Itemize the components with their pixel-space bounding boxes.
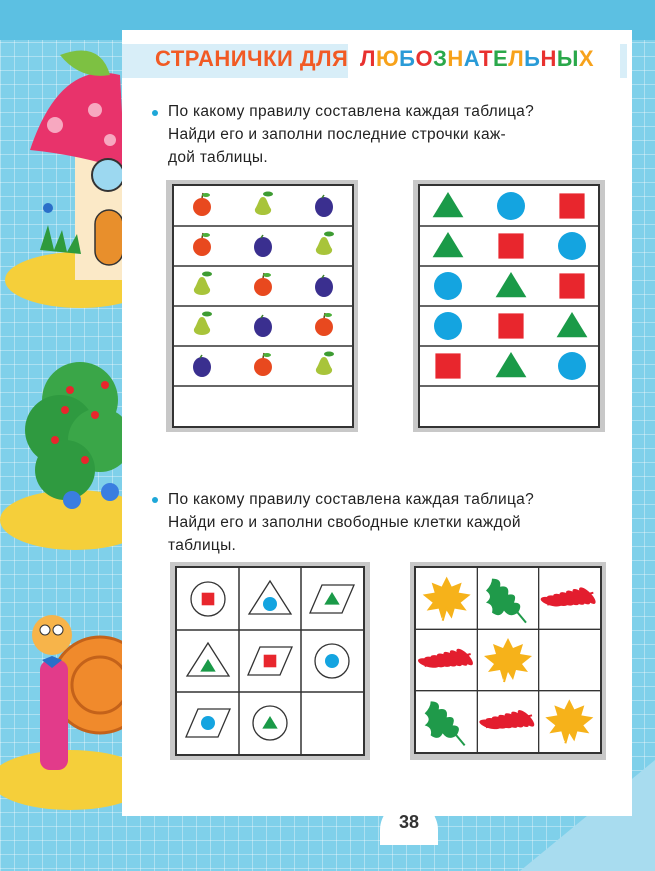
apple-icon	[254, 353, 272, 376]
nested-table	[175, 566, 365, 756]
title-letter: О	[415, 46, 434, 71]
nested-parallelogram-square-icon	[248, 647, 292, 675]
title-letter: Е	[493, 46, 509, 71]
title-letter: Б	[399, 46, 416, 71]
task2-line: По какому правилу составлена каждая таблица?	[168, 491, 534, 508]
square-icon	[202, 593, 215, 606]
pear-icon	[255, 192, 273, 216]
triangle-icon	[496, 352, 527, 377]
title-letter: Н	[540, 46, 557, 71]
triangle-icon	[324, 592, 339, 605]
nested-triangle-circle-icon	[249, 581, 291, 614]
triangle-icon	[496, 272, 527, 297]
nested-circle-triangle-icon	[253, 706, 287, 740]
title-letter: Х	[578, 46, 595, 71]
task2-line: таблицы.	[168, 537, 237, 554]
title-letter: Ы	[556, 46, 579, 71]
fruit-table	[172, 184, 354, 428]
square-icon	[498, 233, 523, 258]
task2-text	[168, 488, 638, 557]
rowan-leaf-icon	[417, 646, 475, 669]
plum-icon	[315, 195, 333, 217]
title-letter: Л	[508, 46, 525, 71]
leaf-table	[414, 566, 602, 754]
title-letter: А	[463, 46, 480, 71]
circle-icon	[201, 716, 215, 730]
nested-circle-circle-icon	[315, 644, 349, 678]
section-title-part1: СТРАНИЧКИ ДЛЯ	[155, 46, 349, 71]
square-icon	[435, 353, 460, 378]
oak-leaf-icon	[486, 579, 526, 623]
plum-icon	[315, 275, 333, 297]
circle-icon	[263, 597, 277, 611]
title-letter: Н	[447, 46, 464, 71]
triangle-icon	[433, 232, 464, 257]
nested-triangle-triangle-icon	[187, 643, 229, 676]
task1-text	[168, 100, 638, 169]
square-icon	[559, 193, 584, 218]
apple-icon	[254, 273, 272, 296]
task1-line: дой таблицы.	[168, 149, 268, 166]
rowan-leaf-icon	[540, 585, 598, 608]
circle-icon	[434, 272, 462, 300]
plum-icon	[254, 315, 272, 337]
pear-icon	[316, 352, 334, 376]
rowan-leaf-icon	[478, 708, 536, 731]
pear-icon	[194, 312, 212, 336]
task1-line: Найди его и заполни последние строчки каж-	[168, 126, 506, 143]
triangle-icon	[557, 312, 588, 337]
maple-leaf-icon	[484, 638, 532, 682]
triangle-icon	[262, 716, 277, 729]
triangle-icon	[433, 192, 464, 217]
title-letter: Л	[360, 46, 376, 71]
nested-parallelogram-triangle-icon	[310, 585, 354, 613]
pear-icon	[194, 272, 212, 296]
apple-icon	[193, 233, 211, 256]
plum-icon	[193, 355, 211, 377]
pear-icon	[316, 232, 334, 256]
title-letter: Т	[479, 46, 493, 71]
maple-leaf-icon	[423, 577, 471, 621]
apple-icon	[193, 193, 211, 216]
apple-tree-icon	[0, 330, 125, 560]
circle-icon	[497, 192, 525, 220]
title-letter: З	[433, 46, 448, 71]
title-letter: Ь	[524, 46, 541, 71]
task1-line: По какому правилу составлена каждая таблица?	[168, 103, 534, 120]
section-title-part2	[360, 46, 594, 72]
snail-icon	[0, 590, 125, 810]
circle-icon	[558, 352, 586, 380]
square-icon	[264, 655, 277, 668]
shape-table	[418, 184, 600, 428]
circle-icon	[434, 312, 462, 340]
mushroom-house-icon	[0, 40, 125, 310]
oak-leaf-icon	[425, 701, 465, 745]
task2-line: Найди его и заполни свободные клетки каждой	[168, 514, 521, 531]
circle-icon	[325, 654, 339, 668]
page-number: 38	[398, 812, 420, 832]
triangle-icon	[200, 659, 215, 672]
apple-icon	[315, 313, 333, 336]
nested-parallelogram-circle-icon	[186, 709, 230, 737]
plum-icon	[254, 235, 272, 257]
bullet-icon	[152, 497, 158, 503]
maple-leaf-icon	[545, 699, 593, 743]
title-letter: Ю	[375, 46, 400, 71]
square-icon	[498, 313, 523, 338]
nested-circle-square-icon	[191, 582, 225, 616]
circle-icon	[558, 232, 586, 260]
square-icon	[559, 273, 584, 298]
bullet-icon	[152, 110, 158, 116]
